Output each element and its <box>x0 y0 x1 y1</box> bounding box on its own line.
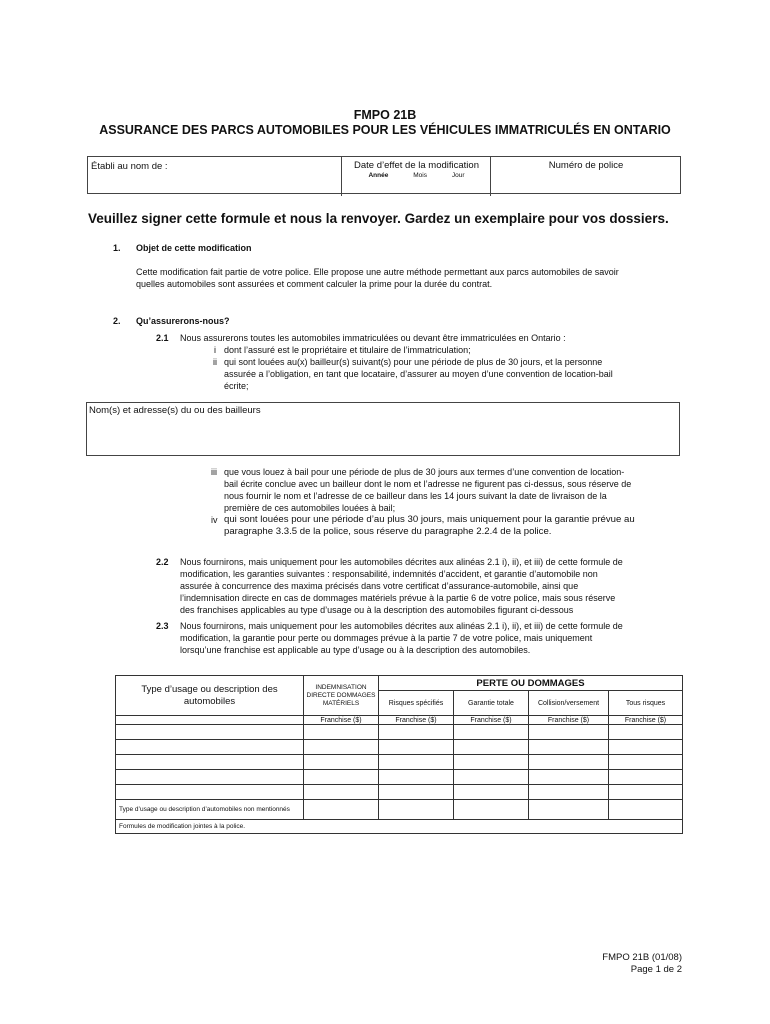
deductible-label: Franchise ($) <box>379 716 454 725</box>
item-iii-line2: bail écrite conclue avec un bailleur dont le nom et l’adresse ne figurent pas ci-dessus, sous réserve de <box>224 479 632 489</box>
table-row <box>116 725 683 740</box>
lessor-names-field[interactable] <box>86 402 680 456</box>
item-iii-number: iii <box>211 467 217 477</box>
item-iii-line3: nous fournir le nom et l’adresse de ce bailleur dans les 14 jours suivant la date de livraison de la <box>224 491 607 501</box>
comprehensive-header: Garantie totale <box>454 691 529 716</box>
effective-date-field[interactable] <box>341 157 491 196</box>
page-number: Page 1 de 2 <box>630 964 682 975</box>
item-iv-line1: qui sont louées pour une période d’au plus 30 jours, mais uniquement pour la garantie prévue au <box>224 514 635 525</box>
s22-line5: des franchises applicables au type d’usage ou à la description des automobiles figurant ci-dessous <box>180 605 574 615</box>
table-row <box>116 785 683 800</box>
s23-line2: modification, la garantie pour perte ou dommages prévue à la partie 7 de votre police, mais uniquement <box>180 633 593 643</box>
section2-number: 2. <box>113 316 121 326</box>
table-row <box>116 740 683 755</box>
s22-number: 2.2 <box>156 557 169 567</box>
item-ii-number: ii <box>213 357 217 367</box>
item-iii-line4: première de ces automobiles louées à bail; <box>224 503 396 513</box>
year-label: Année <box>368 172 389 179</box>
collision-header: Collision/versement <box>529 691 609 716</box>
lessor-names-label: Nom(s) et adresse(s) du ou des bailleurs <box>89 405 261 416</box>
effective-date-label: Date d’effet de la modification <box>354 160 479 171</box>
usage-type-header: Type d’usage ou description des automobiles <box>116 676 304 716</box>
dcpd-header: INDEMNISATION DIRECTE DOMMAGES MATÉRIELS <box>304 676 379 716</box>
deductible-label: Franchise ($) <box>609 716 683 725</box>
item-ii-line3: écrite; <box>224 381 249 391</box>
day-label: Jour <box>451 172 465 179</box>
s23-number: 2.3 <box>156 621 169 631</box>
form-code: FMPO 21B <box>353 108 417 122</box>
all-perils-header: Tous risques <box>609 691 683 716</box>
item-i-number: i <box>214 345 216 355</box>
signing-instruction: Veuillez signer cette formule et nous la renvoyer. Gardez un exemplaire pour vos dossiers. <box>88 211 669 226</box>
item-ii-line1: qui sont louées au(x) bailleur(s) suivant(s) pour une période de plus de 30 jours, et la personne <box>224 357 603 367</box>
section2-title: Qu’assurerons-nous? <box>136 316 230 326</box>
month-label: Mois <box>413 172 427 179</box>
deductible-label: Franchise ($) <box>454 716 529 725</box>
item-iv-number: iv <box>211 515 218 525</box>
loss-damage-header: PERTE OU DOMMAGES <box>379 676 683 691</box>
deductible-label: Franchise ($) <box>304 716 379 725</box>
deductible-label: Franchise ($) <box>529 716 609 725</box>
section1-body-line1: Cette modification fait partie de votre police. Elle propose une autre méthode permettant aux parcs automobiles de savoir <box>136 267 619 277</box>
specified-perils-header: Risques spécifiés <box>379 691 454 716</box>
item-ii-line2: assurée a l’obligation, en tant que locataire, d’assurer au moyen d’une convention de location-bail <box>224 369 613 379</box>
insured-name-label: Établi au nom de : <box>91 161 168 172</box>
section1-number: 1. <box>113 243 121 253</box>
item-iv-line2: paragraphe 3.3.5 de la police, sous réserve du paragraphe 2.2.4 de la police. <box>224 526 552 537</box>
deductibles-table <box>115 675 683 834</box>
form-version: FMPO 21B (01/08) <box>602 952 682 963</box>
table-row <box>116 820 683 834</box>
attached-endorsements-label: Formules de modification jointes à la police. <box>116 820 683 834</box>
s22-line1: Nous fournirons, mais uniquement pour les automobiles décrites aux alinéas 2.1 i), ii), et iii) de cette formule de <box>180 557 623 567</box>
s21-number: 2.1 <box>156 333 169 343</box>
policy-number-field[interactable] <box>490 157 681 196</box>
s22-line4: l’indemnisation directe en cas de dommages matériels prévue à la partie 6 de votre police, mais sous réserve <box>180 593 616 603</box>
not-mentioned-label: Type d’usage ou description d’automobiles non mentionnés <box>116 800 304 820</box>
s23-line3: lorsqu’une franchise est applicable au type d’usage ou à la description des automobiles. <box>180 645 531 655</box>
section1-title: Objet de cette modification <box>136 243 252 253</box>
s22-line2: modification, les garanties suivantes : responsabilité, indemnités d’accident, et garantie d’automobile non <box>180 569 598 579</box>
s23-line1: Nous fournirons, mais uniquement pour les automobiles décrites aux alinéas 2.1 i), ii), et iii) de cette formule de <box>180 621 623 631</box>
s21-text: Nous assurerons toutes les automobiles immatriculées ou devant être immatriculées en Ontario : <box>180 333 566 343</box>
table-row <box>116 755 683 770</box>
form-title: ASSURANCE DES PARCS AUTOMOBILES POUR LES VÉHICULES IMMATRICULÉS EN ONTARIO <box>99 123 671 137</box>
section1-body-line2: quelles automobiles sont assurées et comment calculer la prime pour la durée du contrat. <box>136 279 493 289</box>
item-iii-line1: que vous louez à bail pour une période de plus de 30 jours aux termes d’une convention de location- <box>224 467 625 477</box>
s22-line3: assurée à concurrence des maxima précisés dans votre certificat d’assurance-automobile, ainsi que <box>180 581 579 591</box>
item-i-text: dont l’assuré est le propriétaire et titulaire de l’immatriculation; <box>224 345 471 355</box>
policy-number-label: Numéro de police <box>548 160 624 171</box>
table-row <box>116 770 683 785</box>
policy-info-box <box>87 156 681 194</box>
table-row <box>116 800 683 820</box>
insured-name-field[interactable] <box>88 157 341 193</box>
